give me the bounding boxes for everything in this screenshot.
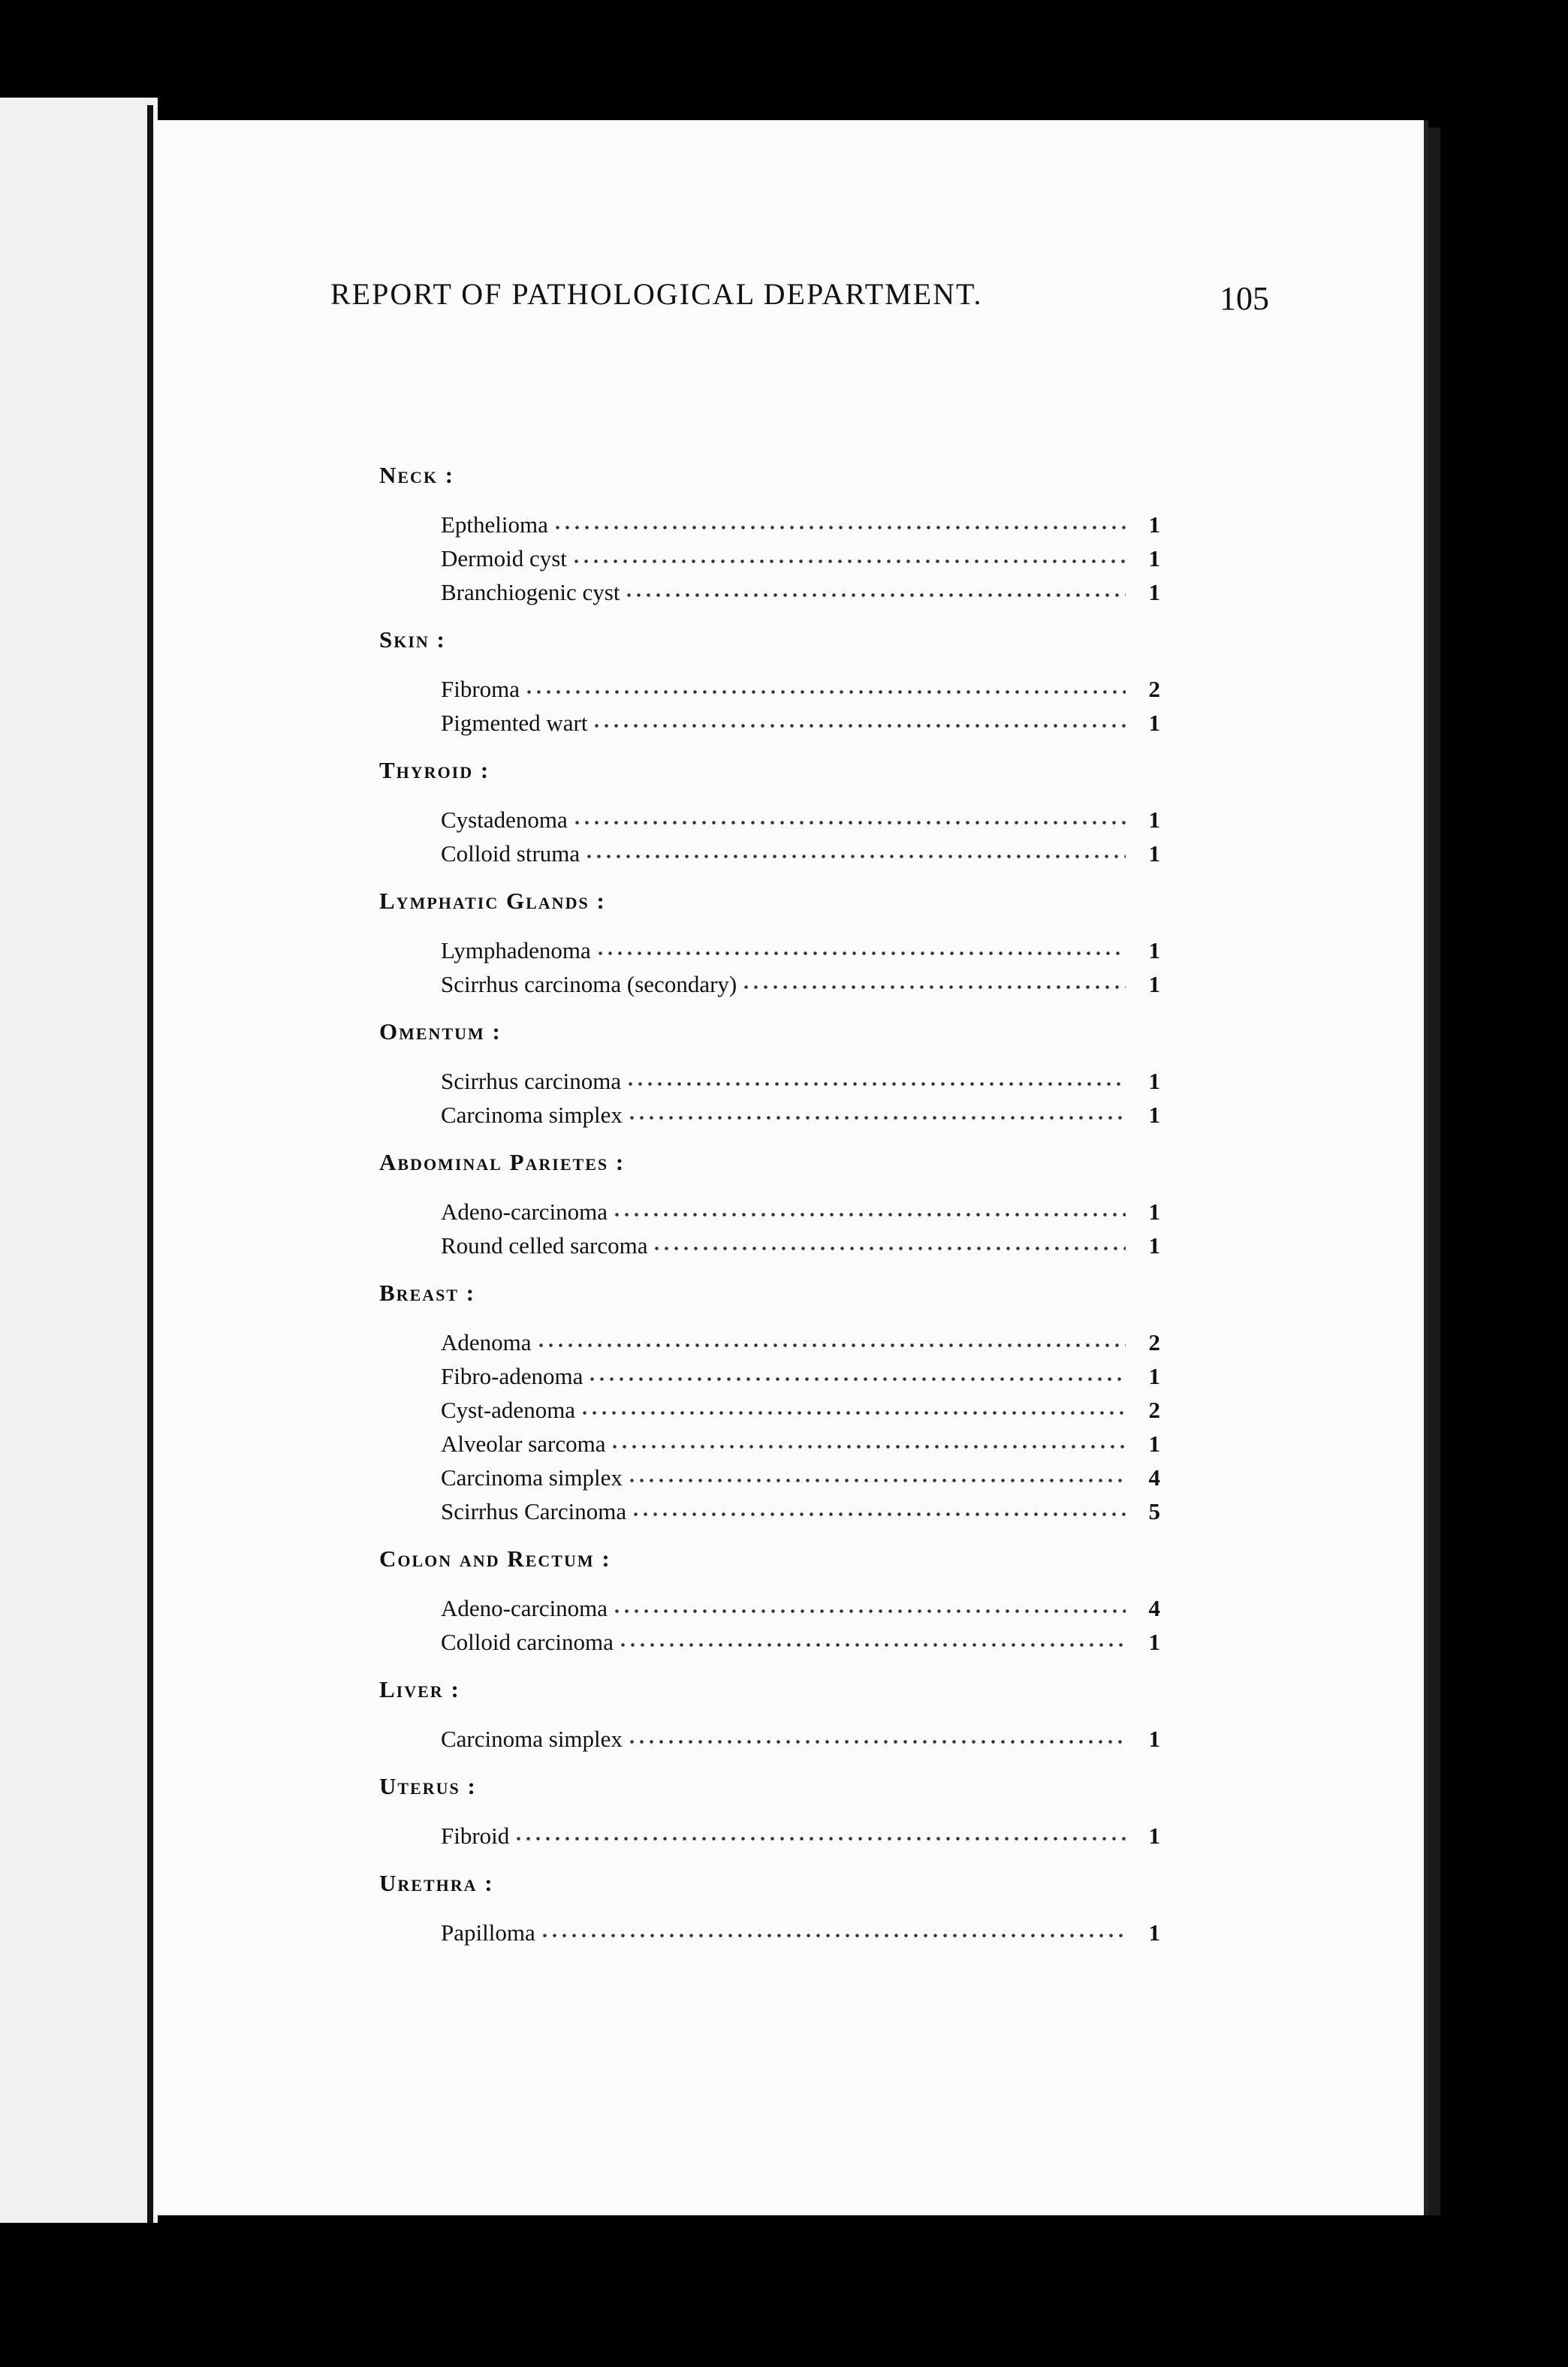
dot-leader xyxy=(580,1395,1126,1418)
entry-count: 1 xyxy=(1148,1102,1160,1128)
entry-name: Epthelioma xyxy=(441,511,548,538)
entry-count: 2 xyxy=(1148,1397,1160,1423)
entry-count: 1 xyxy=(1148,1232,1160,1259)
entry-name: Branchiogenic cyst xyxy=(441,579,620,605)
list-item xyxy=(441,1722,1160,1756)
pathology-list xyxy=(379,457,1160,1961)
entry-name: Round celled sarcoma xyxy=(441,1232,648,1259)
page-number: 105 xyxy=(1220,280,1269,317)
entry-name: Adeno-carcinoma xyxy=(441,1595,608,1621)
dot-leader xyxy=(610,1429,1126,1452)
section xyxy=(379,1671,1160,1756)
list-item xyxy=(441,933,1160,967)
entry-name: Carcinoma simplex xyxy=(441,1464,623,1491)
entry-count: 1 xyxy=(1148,1919,1160,1946)
list-item xyxy=(441,1819,1160,1853)
entry-name: Fibroid xyxy=(441,1823,510,1849)
section-title: Skin : xyxy=(379,626,446,653)
list-item xyxy=(441,706,1160,740)
entry-count: 1 xyxy=(1148,1431,1160,1457)
entry-count: 1 xyxy=(1148,937,1160,963)
dot-leader xyxy=(624,577,1126,600)
entry-count: 1 xyxy=(1148,511,1160,538)
entry-count: 1 xyxy=(1148,807,1160,833)
dot-leader xyxy=(627,1724,1126,1747)
entry-name: Alveolar sarcoma xyxy=(441,1431,606,1457)
section xyxy=(379,1144,1160,1262)
dot-leader xyxy=(524,674,1126,697)
section-title: Lymphatic Glands : xyxy=(379,888,606,914)
page-header xyxy=(330,276,1269,336)
entry-count: 1 xyxy=(1148,1726,1160,1752)
section-title: Abdominal Parietes : xyxy=(379,1149,626,1175)
list-item xyxy=(441,967,1160,1001)
book-binding xyxy=(147,105,153,2223)
entry-count: 1 xyxy=(1148,710,1160,736)
entry-count: 2 xyxy=(1148,1329,1160,1355)
section xyxy=(379,621,1160,740)
section-title: Breast : xyxy=(379,1280,476,1306)
list-item xyxy=(441,1325,1160,1359)
list-item xyxy=(441,1195,1160,1229)
page-edge-shadow xyxy=(1424,128,1440,2215)
list-item xyxy=(441,1625,1160,1659)
entry-count: 1 xyxy=(1148,1629,1160,1655)
section xyxy=(379,1768,1160,1853)
section xyxy=(379,1013,1160,1132)
list-item xyxy=(441,1064,1160,1098)
entry-count: 5 xyxy=(1148,1498,1160,1524)
dot-leader xyxy=(514,1821,1126,1844)
entry-name: Cyst-adenoma xyxy=(441,1397,576,1423)
entry-count: 1 xyxy=(1148,1363,1160,1389)
entry-count: 1 xyxy=(1148,1068,1160,1094)
section-title: Thyroid : xyxy=(379,757,490,783)
dot-leader xyxy=(584,839,1126,861)
dot-leader xyxy=(596,936,1126,958)
section xyxy=(379,1274,1160,1528)
section-title: Neck : xyxy=(379,462,455,488)
section xyxy=(379,457,1160,609)
entry-count: 4 xyxy=(1148,1595,1160,1621)
entry-name: Pigmented wart xyxy=(441,710,588,736)
dot-leader xyxy=(627,1100,1126,1123)
list-item xyxy=(441,672,1160,706)
list-item xyxy=(441,1098,1160,1132)
entry-name: Carcinoma simplex xyxy=(441,1726,623,1752)
list-item xyxy=(441,1591,1160,1625)
entry-name: Scirrhus carcinoma xyxy=(441,1068,622,1094)
dot-leader xyxy=(626,1066,1126,1089)
list-item xyxy=(441,1229,1160,1262)
entry-name: Colloid struma xyxy=(441,840,580,867)
entry-name: Cystadenoma xyxy=(441,807,568,833)
section xyxy=(379,1540,1160,1659)
dot-leader xyxy=(631,1497,1126,1519)
section-title: Uterus : xyxy=(379,1773,477,1799)
dot-leader xyxy=(741,969,1126,992)
running-title: REPORT OF PATHOLOGICAL DEPARTMENT. xyxy=(330,277,983,311)
section-title: Colon and Rectum : xyxy=(379,1545,611,1572)
entry-name: Adeno-carcinoma xyxy=(441,1199,608,1225)
entry-name: Fibro-adenoma xyxy=(441,1363,583,1389)
section xyxy=(379,752,1160,870)
dot-leader xyxy=(612,1594,1126,1616)
list-item xyxy=(441,1427,1160,1461)
entry-name: Fibroma xyxy=(441,676,520,702)
entry-count: 1 xyxy=(1148,545,1160,571)
list-item xyxy=(441,1359,1160,1393)
section xyxy=(379,1865,1160,1949)
dot-leader xyxy=(536,1328,1126,1350)
entry-count: 1 xyxy=(1148,1199,1160,1225)
list-item xyxy=(441,575,1160,609)
list-item xyxy=(441,803,1160,837)
facing-page-edge xyxy=(0,98,158,2223)
dot-leader xyxy=(540,1918,1126,1940)
dot-leader xyxy=(652,1231,1126,1253)
list-item xyxy=(441,1393,1160,1427)
entry-name: Carcinoma simplex xyxy=(441,1102,623,1128)
entry-name: Scirrhus Carcinoma xyxy=(441,1498,627,1524)
entry-name: Dermoid cyst xyxy=(441,545,567,571)
dot-leader xyxy=(587,1361,1126,1384)
entry-count: 1 xyxy=(1148,840,1160,867)
list-item xyxy=(441,1494,1160,1528)
entry-count: 1 xyxy=(1148,1823,1160,1849)
dot-leader xyxy=(612,1197,1126,1220)
section-title: Omentum : xyxy=(379,1018,502,1045)
dot-leader xyxy=(627,1463,1126,1485)
dot-leader xyxy=(618,1627,1126,1650)
section-title: Liver : xyxy=(379,1676,460,1702)
entry-name: Scirrhus carcinoma (secondary) xyxy=(441,971,737,997)
dot-leader xyxy=(572,805,1126,828)
entry-name: Papilloma xyxy=(441,1919,535,1946)
section-title: Urethra : xyxy=(379,1870,494,1896)
entry-name: Adenoma xyxy=(441,1329,532,1355)
list-item xyxy=(441,541,1160,575)
list-item xyxy=(441,1916,1160,1949)
entry-count: 1 xyxy=(1148,579,1160,605)
entry-name: Colloid carcinoma xyxy=(441,1629,614,1655)
list-item xyxy=(441,508,1160,541)
list-item xyxy=(441,1461,1160,1494)
entry-name: Lymphadenoma xyxy=(441,937,591,963)
entry-count: 4 xyxy=(1148,1464,1160,1491)
section xyxy=(379,882,1160,1001)
entry-count: 1 xyxy=(1148,971,1160,997)
dot-leader xyxy=(553,510,1126,532)
entry-count: 2 xyxy=(1148,676,1160,702)
dot-leader xyxy=(592,708,1126,731)
dot-leader xyxy=(571,544,1126,566)
list-item xyxy=(441,837,1160,870)
